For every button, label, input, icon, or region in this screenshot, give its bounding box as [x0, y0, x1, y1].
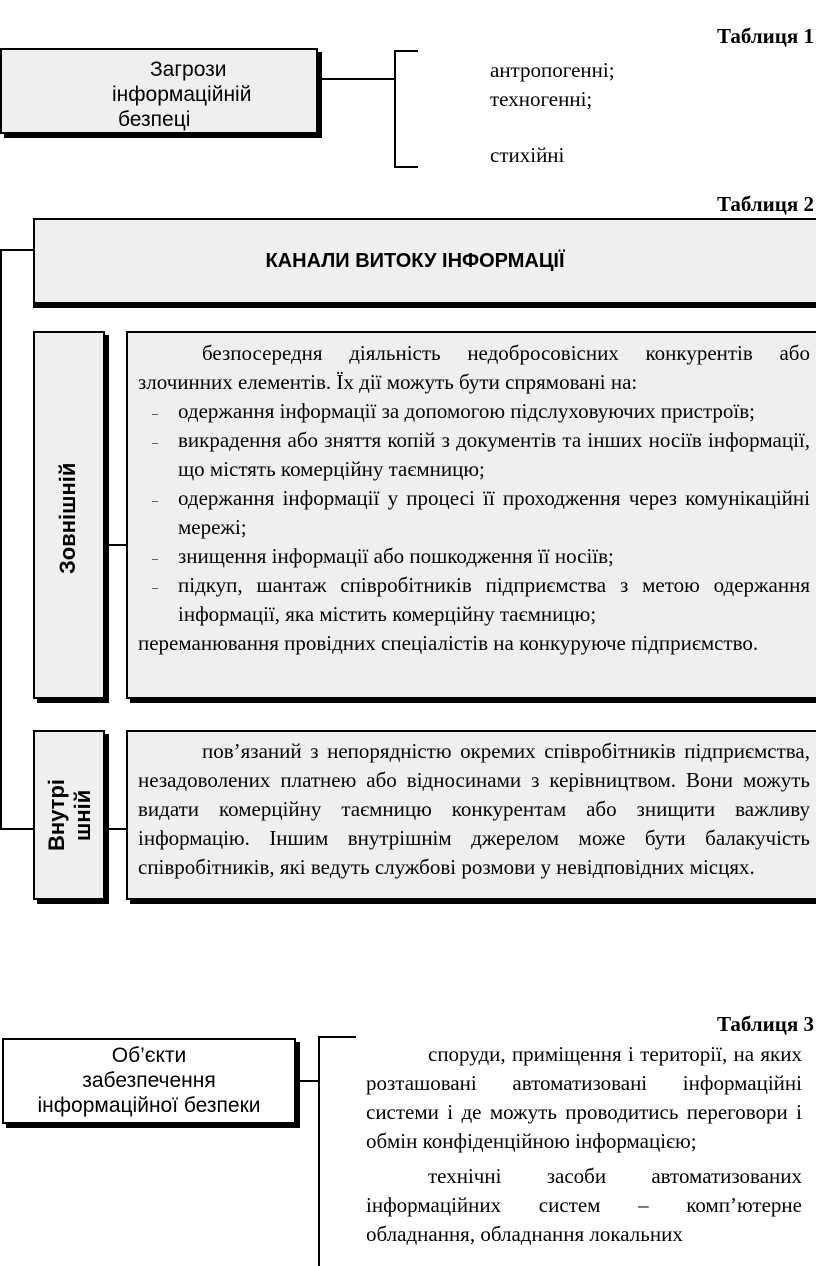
external-connector — [105, 544, 127, 546]
objects-para-2: технічні засоби автоматизованих інформаційних систем – комп’ютерне обладнання, обладнання локальних — [366, 1164, 802, 1246]
external-bullet: – одержання інформації у процесі її проходження через комунікаційні мережі; — [138, 484, 810, 542]
bracket-top — [394, 50, 418, 52]
external-content — [126, 331, 816, 699]
objects-bracket-vertical — [318, 1036, 320, 1266]
objects-box — [2, 1038, 296, 1124]
objects-box-line-1: Об’єкти — [111, 1044, 187, 1067]
channels-header-title: КАНАЛИ ВИТОКУ ІНФОРМАЦІЇ — [265, 250, 565, 272]
bracket-vertical — [394, 50, 396, 168]
external-bullet: – викрадення або зняття копій з документів та інших носіїв інформації, що містять комерційну таємницю; — [138, 426, 810, 484]
table1-label: Таблиця 1 — [716, 24, 814, 48]
internal-side-label-2: шній — [70, 789, 95, 841]
external-closing: переманювання провідних спеціалістів на конкуруюче підприємство. — [138, 631, 759, 655]
external-bullet: – підкуп, шантаж співробітників підприємства з метою одержання інформації, яка містить комерційну таємницю; — [138, 571, 810, 629]
external-bullet-list — [138, 397, 810, 629]
external-side-box — [33, 331, 105, 699]
table3-label: Таблиця 3 — [716, 1012, 814, 1036]
external-side-label: Зовнішній — [55, 462, 80, 574]
internal-text: пов’язаний з непорядністю окремих співробітників підприємства, незадоволених платнею або відносинами з керівництвом. Вони можуть видати комерційну таємницю конкурентам або знищити важливу інформацію. Іншим внутрішнім джерелом може бути балакучість співробітників, які ведуть службові розмови у невідповідних місцях. — [138, 739, 810, 879]
external-bullet: – одержання інформації за допомогою підслуховуючих пристроїв; — [138, 397, 810, 426]
threats-box-line-1: Загрози — [150, 58, 227, 81]
objects-bracket-top — [318, 1036, 356, 1038]
tree-trunk — [0, 249, 2, 830]
threat-item-3: стихійні — [490, 143, 565, 167]
tree-branch-bottom — [0, 828, 35, 830]
threat-item-2: техногенні; — [490, 87, 593, 111]
threat-item-1: антропогенні; — [490, 58, 615, 82]
internal-content — [126, 730, 816, 900]
objects-connector — [298, 1080, 320, 1082]
objects-box-line-3: інформаційної безпеки — [37, 1094, 261, 1117]
bracket-bottom — [394, 166, 418, 168]
threats-box-line-3: безпеці — [118, 108, 191, 131]
table2-label: Таблиця 2 — [716, 192, 814, 216]
objects-box-line-2: забезпечення — [82, 1069, 216, 1092]
threats-box — [0, 48, 318, 134]
external-bullet: – знищення інформації або пошкодження її носіїв; — [138, 542, 810, 571]
threats-box-line-2: інформаційній — [112, 83, 252, 106]
tree-branch-top — [0, 249, 35, 251]
internal-connector — [105, 828, 127, 830]
channels-header — [33, 218, 816, 304]
internal-side-label-1: Внутрі — [44, 779, 69, 852]
objects-para-1: споруди, приміщення і території, на яких розташовані автоматизовані інформаційні системи і де можуть проводитись переговори і обмін конфіденційною інформацією; — [366, 1042, 802, 1153]
objects-text — [366, 1040, 802, 1249]
connector-line — [322, 78, 396, 80]
internal-side-box — [33, 730, 105, 900]
external-intro: безпосередня діяльність недобросовісних конкурентів або злочинних елементів. Їх дії можуть бути спрямовані на: — [138, 341, 810, 394]
